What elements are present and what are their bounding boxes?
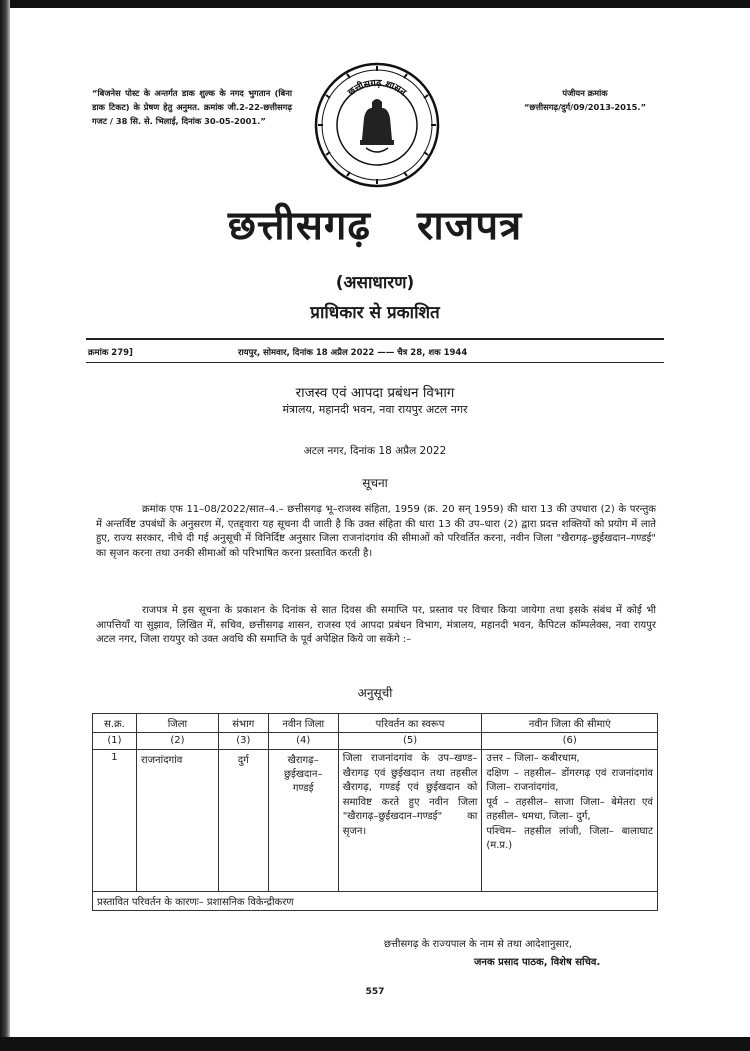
new-district-cell (268, 750, 338, 892)
postal-note: “बिजनेस पोस्ट के अन्तर्गत डाक शुल्क के नगद भुगतान (बिना डाक टिकट) के प्रेषण हेतु अनुमत. क्रमांक जी.2-22-छत्तीसगढ़ गजट / 38 सि. से. भिलाई, दिनांक 30-05-2001.” (92, 88, 292, 126)
column-number: (6) (482, 733, 658, 750)
change-nature-cell: जिला राजनांदगांव के उप–खण्ड– खैरागढ़ एवं छुईखदान तथा तहसील खैरागढ़, गण्डई एवं छुईखदान को समाविष्ट करते हुए नवीन जिला "खैरागढ़–छुईखदान–गण्डई" का सृजन। (338, 750, 482, 892)
new-district-line: छुईखदान– (283, 769, 323, 780)
column-number: (4) (268, 733, 338, 750)
government-seal-icon (314, 62, 440, 188)
governor-order-line: छत्तीसगढ़ के राज्यपाल के नाम से तथा आदेशानुसार, (384, 939, 573, 950)
gazette-title-part2: राजपत्र (416, 202, 523, 249)
division-cell: दुर्ग (218, 750, 268, 892)
reason-cell: प्रस्तावित परिवर्तन के कारणः– प्रशासनिक विकेन्द्रीकरण (93, 892, 658, 911)
column-header: परिवर्तन का स्वरूप (338, 714, 482, 733)
boundary-south: दक्षिण – तहसील– डोंगरगढ़ एवं राजनांदगांव जिला– राजनांदगांव, (486, 767, 653, 793)
gazette-title (0, 196, 750, 251)
seal-text: छत्तीसगढ़ शासन (346, 77, 408, 99)
serial-number-cell: 1 (93, 750, 137, 892)
issue-number: क्रमांक 279] (88, 348, 133, 358)
boundary-north: उत्तर – जिला– कबीरधाम, (486, 753, 580, 764)
notice-paragraph-2: राजपत्र मे इस सूचना के प्रकाशन के दिनांक से सात दिवस की समाप्ति पर, प्रस्ताव पर विचार किया जायेगा तथा इसके संबंध में कोई भी आपत्तियाँ या सुझाव, लिखित में, सचिव, छत्तीसगढ़ शासन, राजस्व एवं आपदा प्रबंधन विभाग, मंत्रालय, महानदी भवन, कैपिटल कॉम्पलेक्स, नवा रायपुर अटल नगर, जिला रायपुर को उक्त अवधि की समाप्ति के पूर्व अपेक्षित किये जा सकेंगे :– (96, 605, 656, 646)
boundary-west: पश्चिम– तहसील लांजी, जिला– बालाघाट (म.प्र.) (486, 825, 653, 851)
svg-text:छत्तीसगढ़ शासन (345, 78, 408, 99)
boundaries-cell (482, 750, 658, 892)
column-header: संभाग (218, 714, 268, 733)
new-district-line: गण्डई (292, 783, 314, 794)
table-row (93, 750, 658, 892)
column-number: (2) (136, 733, 218, 750)
page-edge-left (0, 0, 10, 1051)
page-edge-bottom (0, 1037, 750, 1051)
registration-block (500, 86, 670, 114)
top-rule (86, 338, 664, 340)
page-edge-top (0, 0, 750, 8)
notice-date: अटल नगर, दिनांक 18 अप्रैल 2022 (303, 445, 447, 457)
column-number: (5) (338, 733, 482, 750)
column-number: (3) (218, 733, 268, 750)
column-header: नवीन जिला (268, 714, 338, 733)
authority-label: प्राधिकार से प्रकाशित (310, 303, 440, 323)
signatory-line: जनक प्रसाद पाठक, विशेष सचिव. (474, 957, 601, 968)
district-cell: राजनांदगांव (136, 750, 218, 892)
column-header: स.क्र. (93, 714, 137, 733)
department-name: राजस्व एवं आपदा प्रबंधन विभाग (295, 385, 455, 401)
table-header-row (93, 714, 658, 733)
schedule-heading: अनुसूची (357, 686, 393, 700)
extraordinary-label: (असाधारण) (335, 273, 415, 293)
page-number: 557 (365, 987, 385, 997)
column-header: नवीन जिला की सीमाएं (482, 714, 658, 733)
registration-number: “छत्तीसगढ़/दुर्ग/09/2013-2015.” (523, 102, 647, 112)
issue-place-date: रायपुर, सोमवार, दिनांक 18 अप्रैल 2022 —— चैत्र 28, शक 1944 (238, 348, 468, 358)
notice-heading: सूचना (362, 476, 388, 490)
new-district-line: खैरागढ़– (287, 755, 319, 766)
column-number-row (93, 733, 658, 750)
schedule-table (92, 713, 658, 911)
department-address: मंत्रालय, महानदी भवन, नवा रायपुर अटल नगर (282, 403, 468, 416)
column-header: जिला (136, 714, 218, 733)
column-number: (1) (93, 733, 137, 750)
bottom-rule (86, 362, 664, 363)
gazette-title-part1: छत्तीसगढ़ (227, 202, 371, 249)
boundary-east: पूर्व – तहसील– साजा जिला– बेमेतरा एवं तहसील– धमधा, जिला– दुर्ग, (486, 796, 653, 822)
registration-label: पंजीयन क्रमांक (562, 88, 608, 98)
reason-row (93, 892, 658, 911)
notice-paragraph-1: क्रमांक एफ 11–08/2022/सात–4.– छत्तीसगढ़ भू–राजस्व संहिता, 1959 (क्र. 20 सन् 1959) की धारा 13 की उपधारा (2) के परन्तुक में अन्तर्विष्ट उपबंधों के अनुसरण में, एतद्द्वारा यह सूचना दी जाती है कि उक्त संहिता की धारा 13 की उप–धारा (2) द्वारा प्रदत्त शक्तियों को प्रयोग में लाते हुए, राज्य सरकार, नीचे दी गई अनुसूची में विनिर्दिष्ट अनुसार जिला राजनांदगांव की सीमाओं को परिवर्तित करना, नवीन जिला "खैरागढ़–छुईखदान–गण्डई" का सृजन करना तथा उनकी सीमाओं को परिभाषित करना प्रस्तावित करती है। (96, 504, 656, 559)
